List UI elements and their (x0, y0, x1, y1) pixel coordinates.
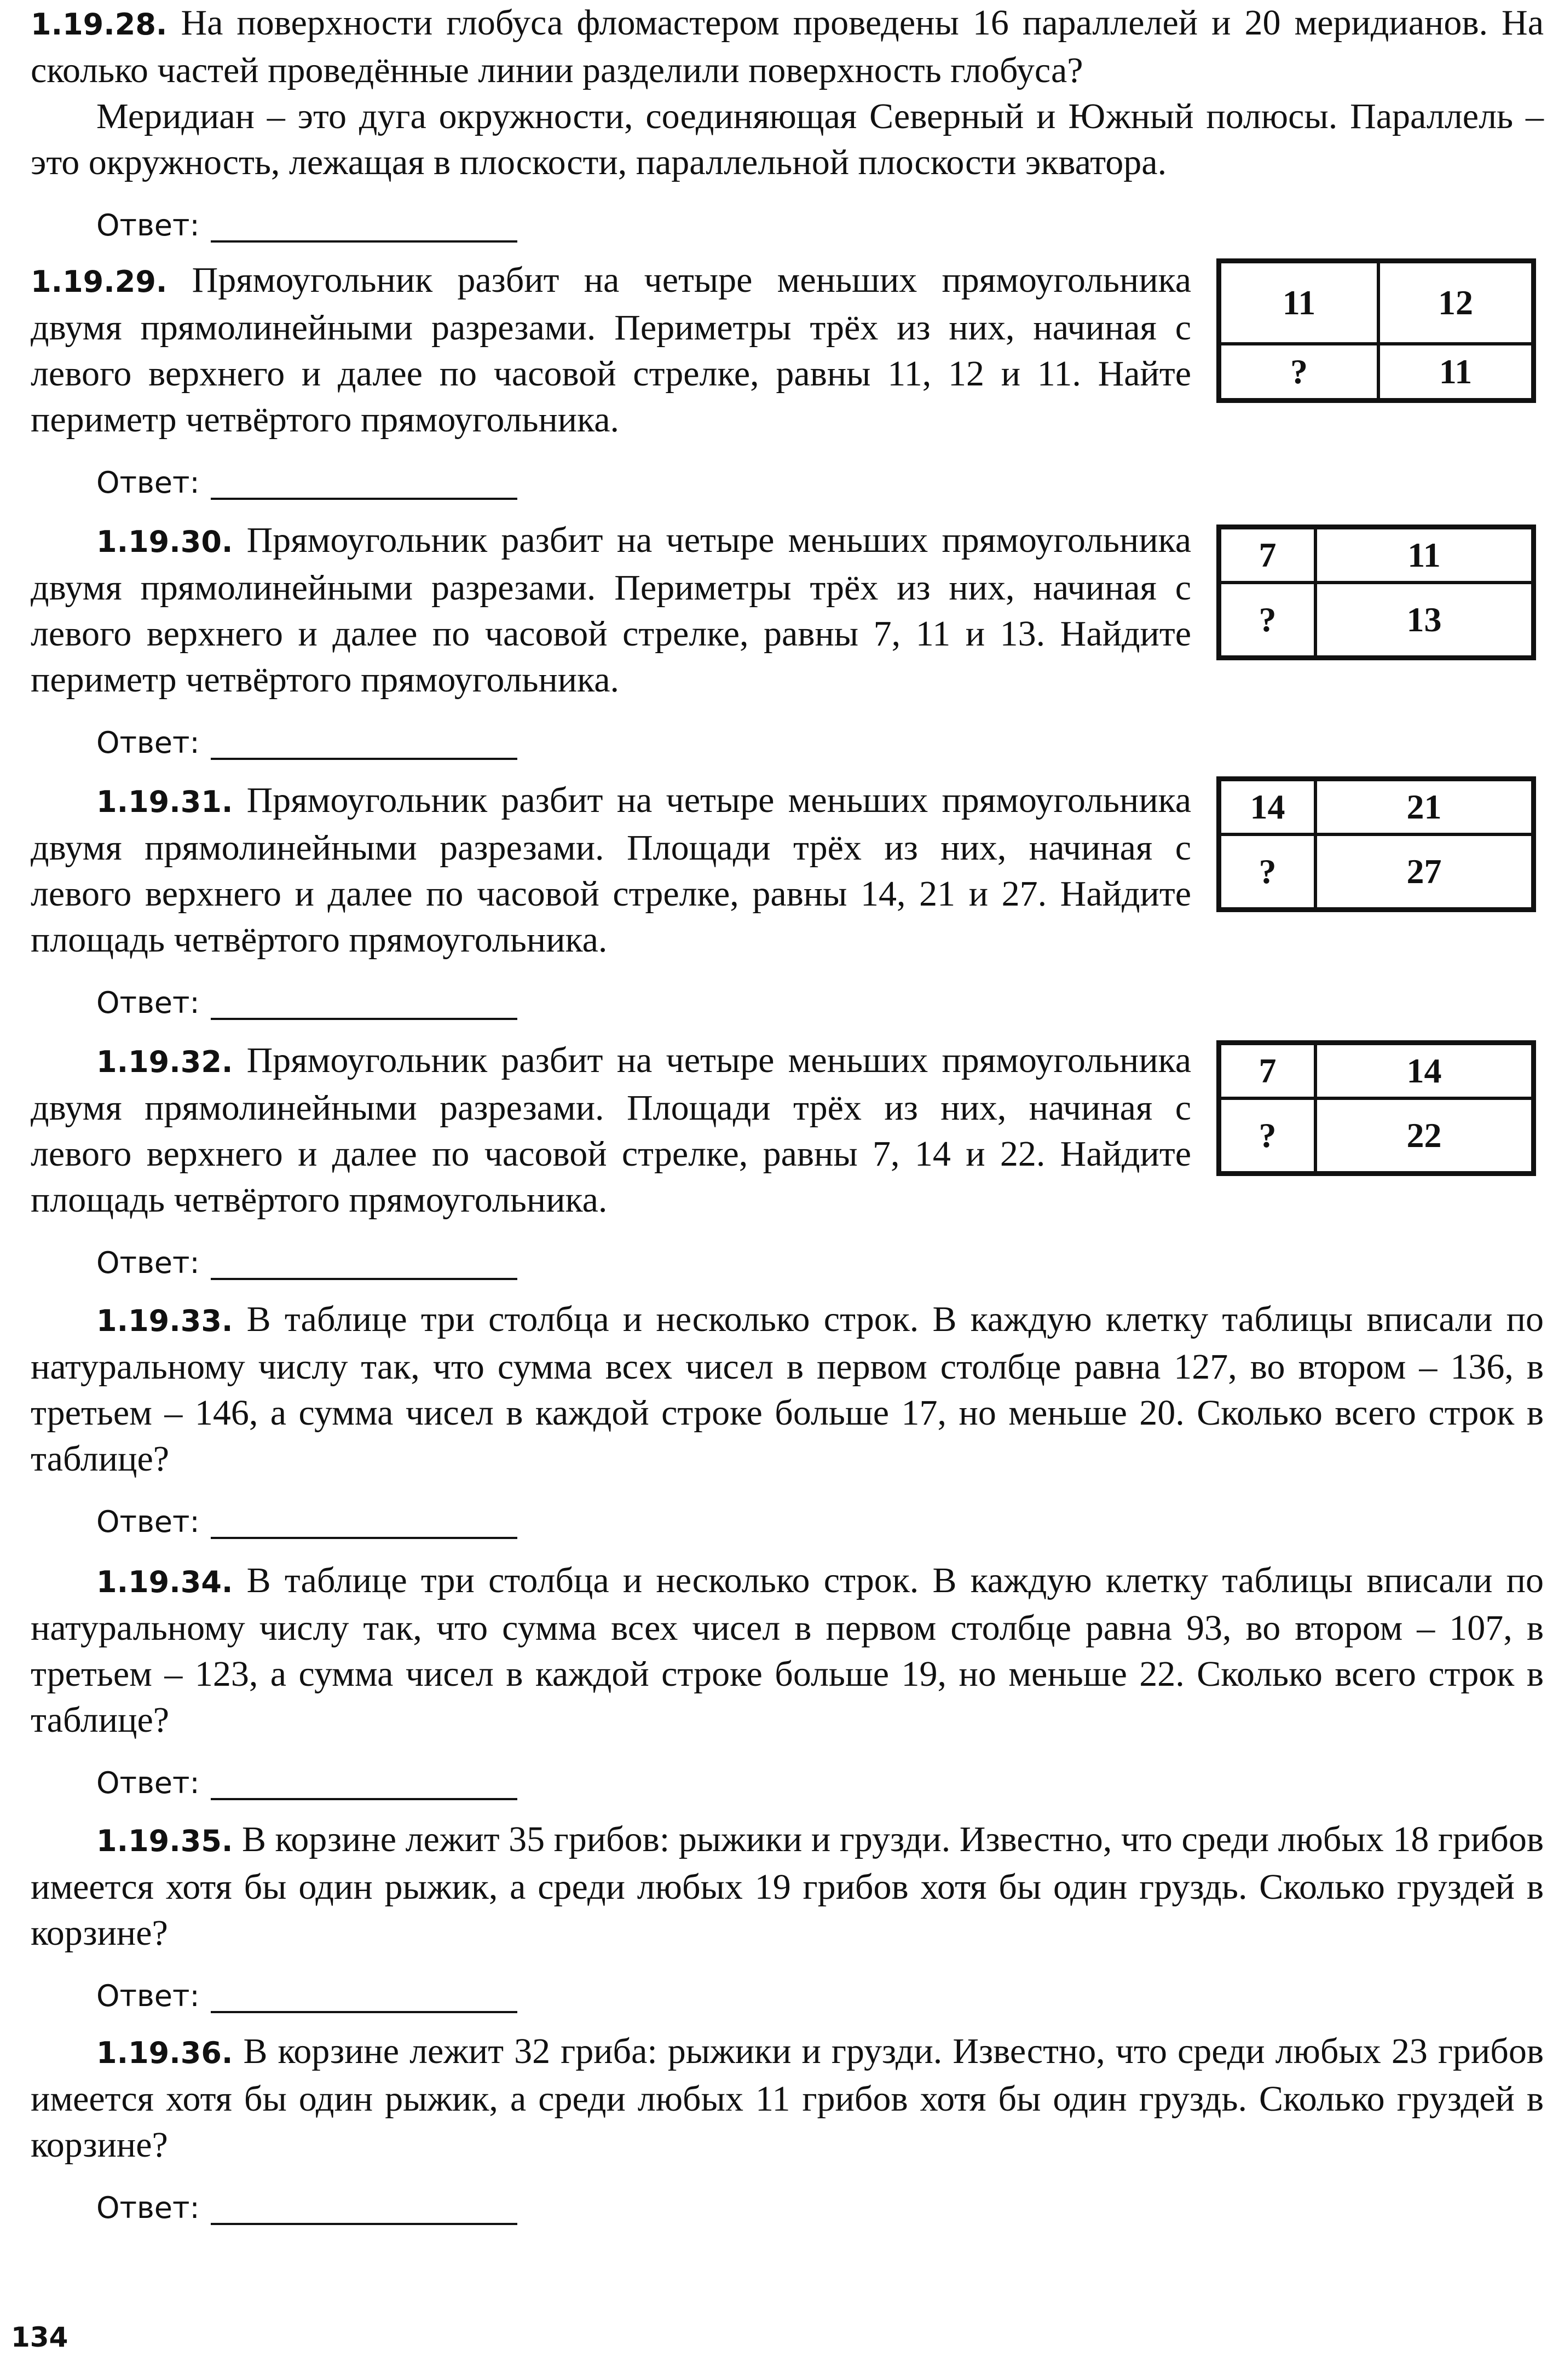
problem-statement: В таблице три столбца и несколько строк. В каждую клетку таблицы вписали по натуральному числу так, что сумма всех чисел в первом столбце равна 127, во втором – 136, в третьем – 146, а сумма чисел в каждой строке больше 17, но меньше 20. Сколько всего строк в таблице? (31, 1299, 1544, 1479)
cell-bottom-right: 22 (1315, 1098, 1533, 1173)
answer-field[interactable] (211, 724, 517, 760)
answer-label: Ответ: (96, 1979, 200, 2013)
cell-bottom-right: 13 (1315, 583, 1533, 657)
problem-number: 1.19.33. (96, 1304, 233, 1338)
answer-row (96, 2181, 1544, 2225)
problem-text (31, 0, 1544, 94)
answer-row (96, 1756, 1544, 1800)
problem-text (31, 1558, 1544, 1743)
problem-statement: На поверхности глобуса фломастером проведены 16 параллелей и 20 меридианов. На сколько частей проведённые линии разделили поверхность глобуса? (31, 3, 1544, 90)
cell-bottom-left: ? (1220, 344, 1378, 400)
answer-label: Ответ: (96, 1766, 200, 1800)
answer-row (96, 1495, 1544, 1539)
cell-top-right: 11 (1315, 528, 1533, 583)
cell-bottom-right: 27 (1315, 834, 1533, 909)
problem-statement: Прямоугольник разбит на четыре меньших прямоугольника двумя прямолинейными разрезами. Площади трёх из них, начиная с левого верхнего и далее по часовой стрелке, равны 7, 14 и 22. Найдите площадь четвёртого прямоугольника. (31, 1040, 1192, 1220)
problem-statement: В таблице три столбца и несколько строк. В каждую клетку таблицы вписали по натуральному числу так, что сумма всех чисел в первом столбце равна 93, во втором – 107, в третьем – 123, а сумма чисел в каждой строке больше 19, но меньше 22. Сколько всего строк в таблице? (31, 1560, 1544, 1740)
problem-1-19-33 (31, 1296, 1544, 1539)
cell-top-left: 7 (1220, 528, 1315, 583)
answer-field[interactable] (211, 206, 517, 243)
problem-1-19-34 (31, 1558, 1544, 1800)
answer-label: Ответ: (96, 465, 200, 500)
answer-field[interactable] (211, 1503, 517, 1539)
answer-label: Ответ: (96, 208, 200, 243)
answer-field[interactable] (211, 2189, 517, 2225)
cell-top-left: 14 (1220, 780, 1315, 834)
answer-label: Ответ: (96, 2191, 200, 2225)
cell-top-left: 7 (1220, 1044, 1315, 1098)
answer-row (96, 1969, 1544, 2013)
problem-number: 1.19.36. (96, 2036, 233, 2070)
answer-row (96, 716, 1544, 760)
problem-number: 1.19.28. (31, 7, 168, 42)
cell-bottom-right: 11 (1378, 344, 1533, 400)
problem-number: 1.19.31. (96, 785, 233, 819)
cell-top-left: 11 (1220, 262, 1378, 344)
page-number: 134 (11, 2321, 68, 2353)
problem-note: Меридиан – это дуга окружности, соединяющая Северный и Южный полюсы. Параллель – это окружность, лежащая в плоскости, параллельной плоскости экватора. (31, 96, 1544, 182)
problem-number: 1.19.34. (96, 1565, 233, 1599)
rectangle-diagram (1216, 258, 1536, 403)
rectangle-diagram (1216, 1040, 1536, 1176)
cell-top-right: 12 (1378, 262, 1533, 344)
answer-row (96, 199, 1544, 243)
cell-bottom-left: ? (1220, 1098, 1315, 1173)
answer-label: Ответ: (96, 1505, 200, 1539)
cell-top-right: 14 (1315, 1044, 1533, 1098)
answer-row (96, 456, 1544, 500)
problem-1-19-36 (31, 2029, 1544, 2225)
problem-number: 1.19.30. (96, 525, 233, 559)
rectangle-diagram (1216, 776, 1536, 912)
problem-text (31, 257, 1191, 443)
problem-number: 1.19.35. (96, 1824, 233, 1858)
answer-label: Ответ: (96, 1246, 200, 1280)
cell-bottom-left: ? (1220, 834, 1315, 909)
answer-field[interactable] (211, 1977, 517, 2013)
answer-field[interactable] (211, 984, 517, 1020)
problem-statement: В корзине лежит 35 грибов: рыжики и грузди. Известно, что среди любых 18 грибов имеется хотя бы один рыжик, а среди любых 19 грибов хотя бы один груздь. Сколько груздей в корзине? (31, 1819, 1544, 1953)
problem-text (31, 2029, 1544, 2168)
rectangle-diagram (1216, 525, 1536, 660)
answer-row (96, 976, 1544, 1020)
cell-bottom-left: ? (1220, 583, 1315, 657)
problem-number: 1.19.29. (31, 264, 168, 299)
answer-label: Ответ: (96, 725, 200, 760)
answer-field[interactable] (211, 1764, 517, 1800)
problem-text (31, 777, 1191, 963)
problem-text (31, 517, 1191, 703)
problem-text (31, 1296, 1544, 1482)
problem-statement: В корзине лежит 32 гриба: рыжики и грузди. Известно, что среди любых 23 грибов имеется хотя бы один рыжик, а среди любых 11 грибов хотя бы один груздь. Сколько груздей в корзине? (31, 2031, 1544, 2165)
answer-row (96, 1236, 1544, 1280)
problem-text (31, 1817, 1544, 1956)
answer-field[interactable] (211, 1244, 517, 1280)
answer-label: Ответ: (96, 986, 200, 1020)
answer-field[interactable] (211, 464, 517, 500)
problem-statement: Прямоугольник разбит на четыре меньших прямоугольника двумя прямолинейными разрезами. Периметры трёх из них, начиная с левого верхнего и далее по часовой стрелке, равны 7, 11 и 13. Найдите периметр четвёртого прямоугольника. (31, 520, 1192, 700)
problem-statement: Прямоугольник разбит на четыре меньших прямоугольника двумя прямолинейными разрезами. Площади трёх из них, начиная с левого верхнего и далее по часовой стрелке, равны 14, 21 и 27. Найдите площадь четвёртого прямоугольника. (31, 780, 1192, 960)
problem-number: 1.19.32. (96, 1045, 233, 1079)
problem-1-19-35 (31, 1817, 1544, 2013)
problem-statement: Прямоугольник разбит на четыре меньших прямоугольника двумя прямолинейными разрезами. Периметры трёх из них, начиная с левого верхнего и далее по часовой стрелке, равны 11, 12 и 11. Найте периметр четвёртого прямоугольника. (31, 260, 1192, 440)
problem-text (31, 1038, 1191, 1223)
cell-top-right: 21 (1315, 780, 1533, 834)
problem-1-19-28 (31, 0, 1544, 243)
